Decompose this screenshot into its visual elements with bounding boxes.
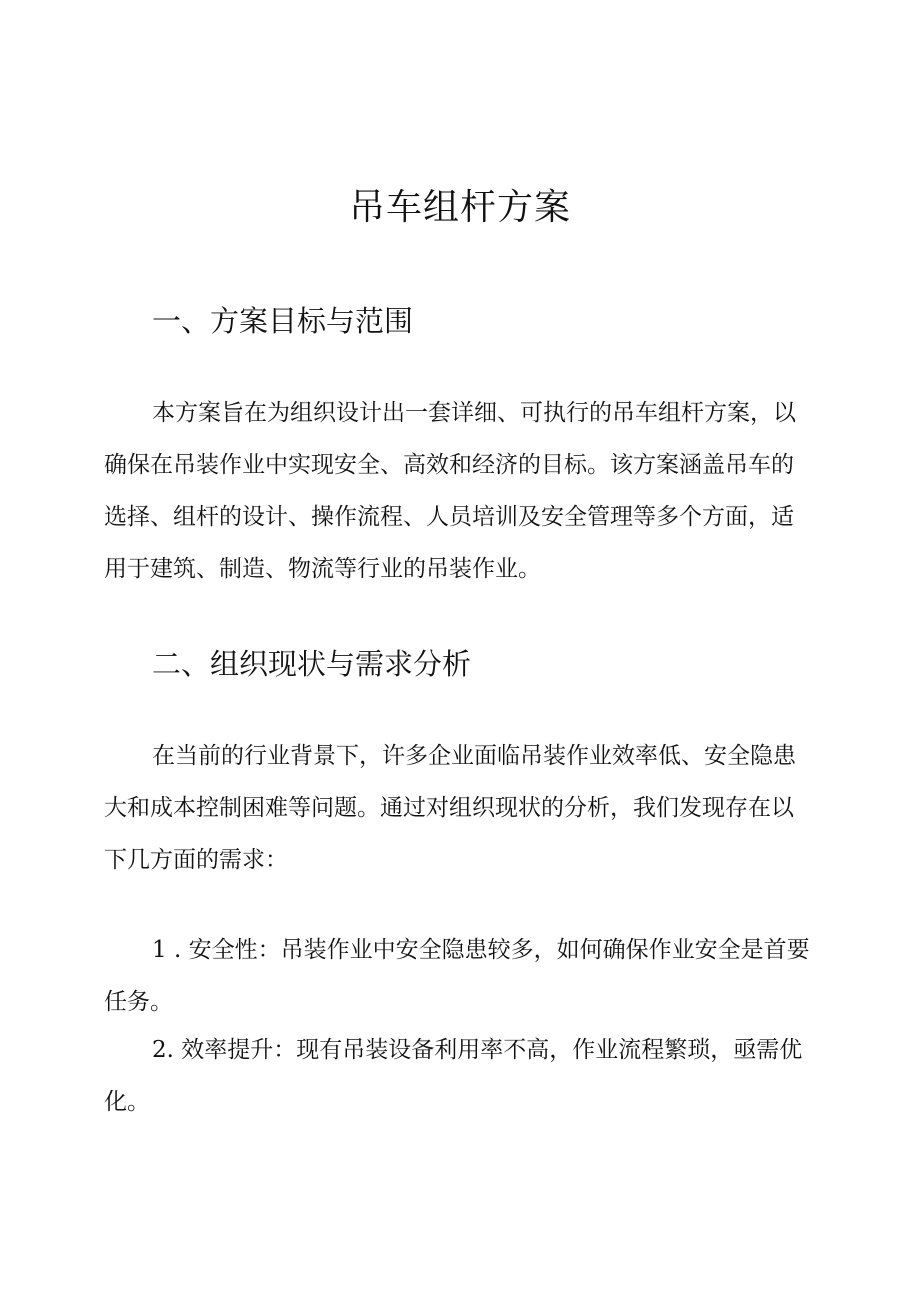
- document-title: 吊车组杆方案: [348, 187, 571, 228]
- list-item-safety: 1 . 安全性：吊装作业中安全隐患较多，如何确保作业安全是首要任务。: [104, 937, 810, 1015]
- section-heading-analysis: 二、组织现状与需求分析: [152, 647, 472, 681]
- section-paragraph-analysis: 在当前的行业背景下，许多企业面临吊装作业效率低、安全隐患大和成本控制困难等问题。通过对组织现状的分析，我们发现存在以下几方面的需求：: [104, 743, 796, 873]
- list-item-efficiency: 2. 效率提升：现有吊装设备利用率不高，作业流程繁琐，亟需优化。: [104, 1037, 803, 1115]
- section-paragraph-goals: 本方案旨在为组织设计出一套详细、可执行的吊车组杆方案，以确保在吊装作业中实现安全、高效和经济的目标。该方案涵盖吊车的选择、组杆的设计、操作流程、人员培训及安全管理等多个方面，适用于建筑、制造、物流等行业的吊装作业。: [104, 400, 796, 582]
- section-heading-goals: 一、方案目标与范围: [152, 304, 414, 338]
